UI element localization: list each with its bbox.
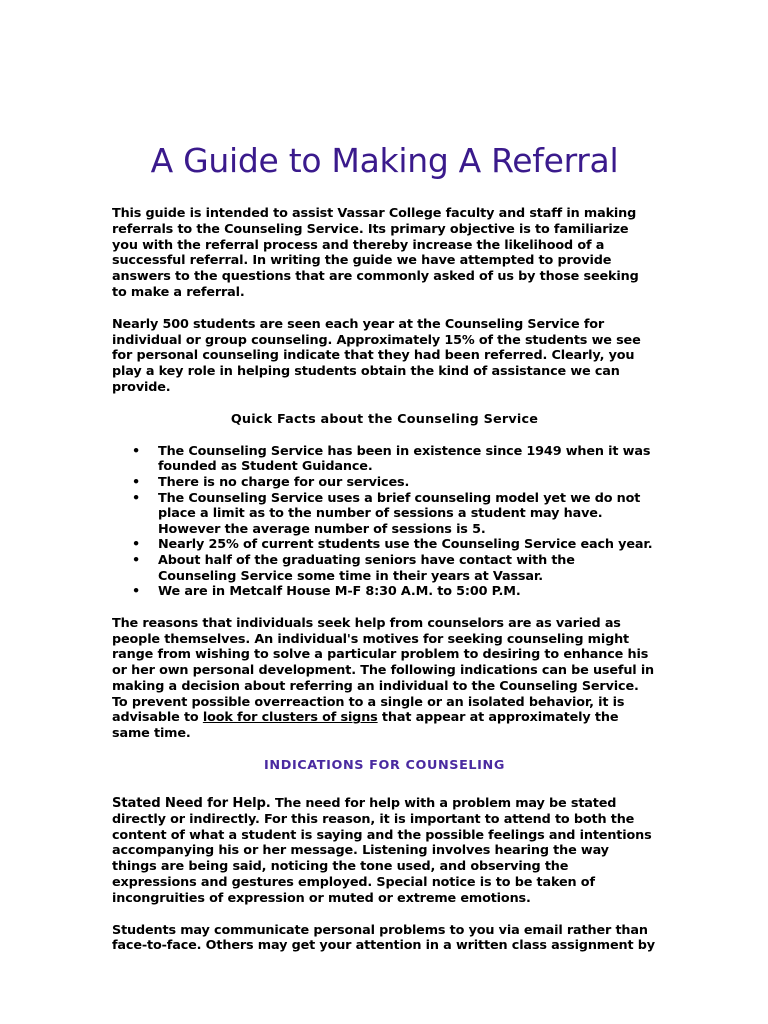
list-item xyxy=(112,444,657,475)
quick-facts-list xyxy=(112,444,657,600)
quick-facts-heading: Quick Facts about the Counseling Service xyxy=(230,411,539,427)
stated-need-lead: Stated Need for Help. xyxy=(112,796,271,812)
document-body xyxy=(112,136,657,970)
reasons-paragraph xyxy=(112,616,657,742)
stated-need-text: The need for help with a problem may be stated directly or indirectly. For this reason, it is important to attend to both the content of what a student is saying and the possible feelings and intentions accompanying his or her message. Listening involves hearing the way things are being said, noticing the tone used, and observing the expressions and gestures employed. Special notice is to be taken of incongruities of expression or muted or extreme emotions. xyxy=(112,796,652,906)
bullet-icon: • xyxy=(132,443,141,459)
stated-need-paragraph xyxy=(112,796,657,907)
indications-heading: INDICATIONS FOR COUNSELING xyxy=(264,758,505,774)
list-item xyxy=(112,537,657,553)
bullet-icon: • xyxy=(132,552,141,568)
reasons-text-after: that appear at approximately the same time. xyxy=(112,710,619,742)
page-title: A Guide to Making A Referral xyxy=(150,141,619,180)
clusters-of-signs-emphasis: look for clusters of signs xyxy=(202,710,378,726)
bullet-icon: • xyxy=(132,490,141,506)
list-item-text: Nearly 25% of current students use the Counseling Service each year. xyxy=(158,537,653,553)
list-item-text: The Counseling Service has been in existence since 1949 when it was founded as Student Guidance. xyxy=(158,443,651,475)
list-item-text: About half of the graduating seniors have contact with the Counseling Service some time in their years at Vassar. xyxy=(158,552,575,584)
list-item xyxy=(112,553,657,584)
list-item-text: We are in Metcalf House M-F 8:30 A.M. to 5:00 P.M. xyxy=(158,584,521,600)
bullet-icon: • xyxy=(132,584,141,600)
list-item xyxy=(112,584,657,600)
intro-paragraph-2: Nearly 500 students are seen each year at the Counseling Service for individual or group counseling. Approximately 15% of the students we see for personal counseling indicate that they had been referred. Clearly, you play a key role in helping students obtain the kind of assistance we can provide. xyxy=(112,316,641,395)
bullet-icon: • xyxy=(132,474,141,490)
reasons-text-before: The reasons that individuals seek help from counselors are as varied as people themselves. An individual's motives for seeking counseling might range from wishing to solve a particular problem to desiring to enhance his or her own personal development. The following indications can be useful in making a decision about referring an individual to the Counseling Service. To prevent possible overreaction to a single or an isolated behavior, it is advisable to xyxy=(112,615,655,726)
list-item xyxy=(112,491,657,538)
list-item-text: The Counseling Service uses a brief counseling model yet we do not place a limit as to the number of sessions a student may have. However the average number of sessions is 5. xyxy=(158,490,641,537)
list-item-text: There is no charge for our services. xyxy=(158,474,410,490)
email-paragraph: Students may communicate personal problems to you via email rather than face-to-face. Others may get your attention in a written class assignment by xyxy=(112,922,655,954)
bullet-icon: • xyxy=(132,537,141,553)
intro-paragraph-1: This guide is intended to assist Vassar College faculty and staff in making referrals to the Counseling Service. Its primary objective is to familiarize you with the referral process and thereby increase the likelihood of a successful referral. In writing the guide we have attempted to provide answers to the questions that are commonly asked of us by those seeking to make a referral. xyxy=(112,206,639,300)
list-item xyxy=(112,475,657,491)
